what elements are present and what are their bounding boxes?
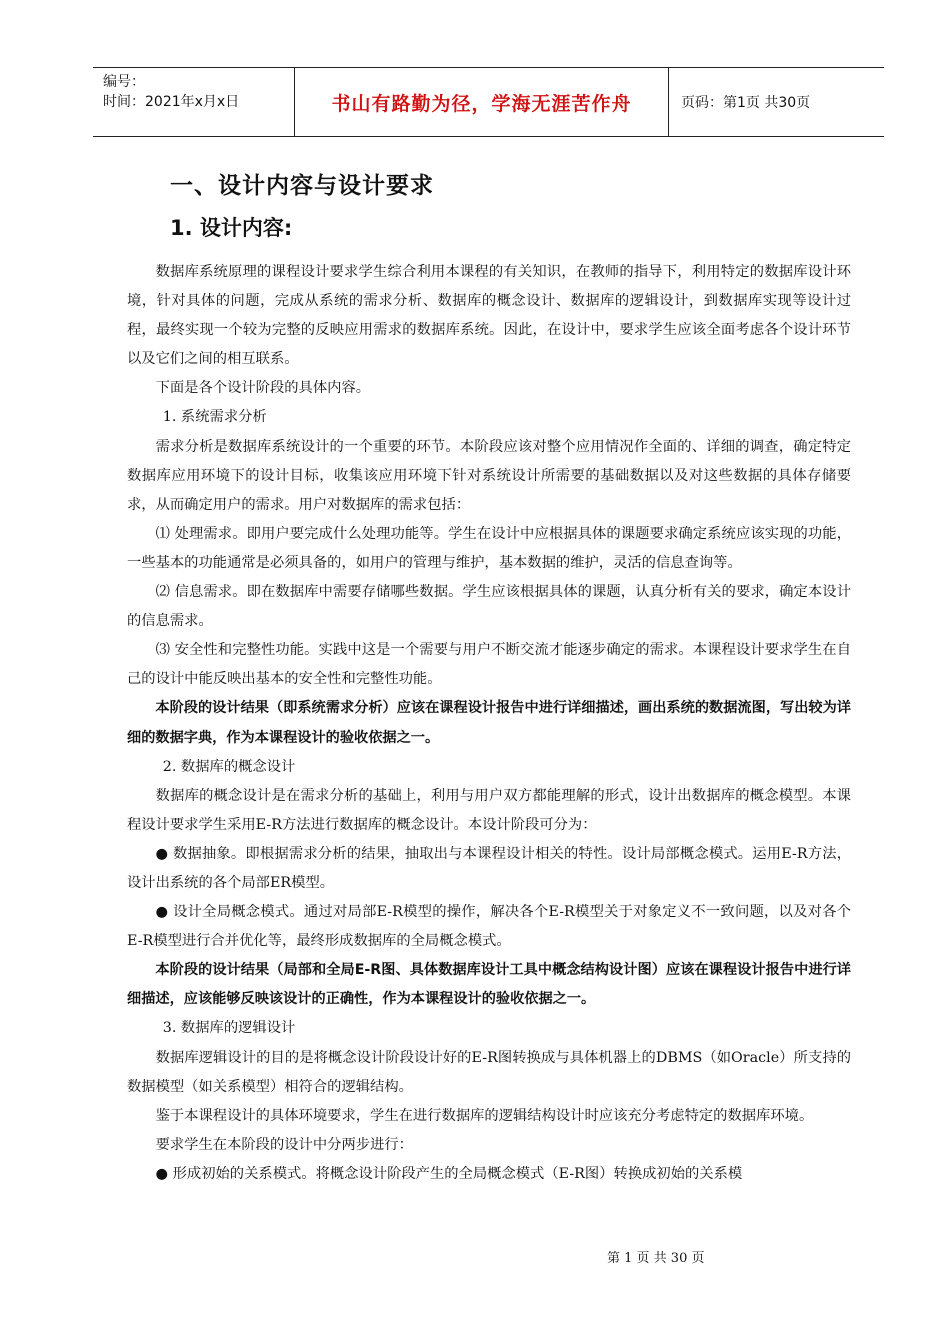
bullet-paragraph: ● 设计全局概念模式。通过对局部E-R模型的操作，解决各个E-R模型关于对象定义不一致问题，以及对各个E-R模型进行合并优化等，最终形成数据库的全局概念模式。 [127, 904, 851, 950]
section-heading: 2. 数据库的概念设计 [162, 758, 296, 775]
header-page-code: 页码：第1页 共30页 [681, 95, 811, 111]
header-info-cell [93, 68, 295, 136]
paragraph: 要求学生在本阶段的设计中分两步进行： [155, 1136, 413, 1153]
subsection-title: 1. 设计内容: [170, 216, 293, 240]
section-heading: 3. 数据库的逻辑设计 [162, 1020, 296, 1037]
bullet-paragraph: ● 数据抽象。即根据需求分析的结果，抽取出与本课程设计相关的特性。设计局部概念模式。运用E-R方法，设计出系统的各个局部ER模型。 [127, 845, 851, 891]
bold-paragraph: 本阶段的设计结果（即系统需求分析）应该在课程设计报告中进行详细描述，画出系统的数据流图，写出较为详细的数据字典，作为本课程设计的验收依据之一。 [127, 700, 851, 746]
paragraph: 数据库系统原理的课程设计要求学生综合利用本课程的有关知识，在教师的指导下，利用特定的数据库设计环境，针对具体的问题，完成从系统的需求分析、数据库的概念设计、数据库的逻辑设计，到数据库实现等设计过程，最终实现一个较为完整的反映应用需求的数据库系统。因此，在设计中，要求学生应该全面考虑各个设计环节以及它们之间的相互联系。 [127, 264, 851, 368]
paragraph: 鉴于本课程设计的具体环境要求，学生在进行数据库的逻辑结构设计时应该充分考虑特定的数据库环境。 [155, 1107, 814, 1124]
section-heading: 1. 系统需求分析 [162, 409, 267, 426]
number-label: 编号： [103, 74, 145, 90]
paragraph: 数据库的概念设计是在需求分析的基础上，利用与用户双方都能理解的形式，设计出数据库的概念模型。本课程设计要求学生采用E-R方法进行数据库的概念设计。本设计阶段可分为： [127, 787, 851, 833]
header-motto: 书山有路勤为径，学海无涯苦作舟 [295, 68, 669, 136]
section-title: 一、设计内容与设计要求 [170, 173, 434, 199]
time-label: 时间：2021年x月x日 [103, 94, 240, 110]
document-body [127, 258, 851, 1189]
paragraph: ⑶ 安全性和完整性功能。实践中这是一个需要与用户不断交流才能逐步确定的需求。本课程设计要求学生在自己的设计中能反映出基本的安全性和完整性功能。 [127, 642, 851, 688]
page-header [93, 67, 884, 137]
bullet-paragraph: ● 形成初始的关系模式。将概念设计阶段产生的全局概念模式（E-R图）转换成初始的关系模 [155, 1165, 743, 1182]
paragraph: 数据库逻辑设计的目的是将概念设计阶段设计好的E-R图转换成与具体机器上的DBMS（如Oracle）所支持的数据模型（如关系模型）相符合的逻辑结构。 [127, 1049, 851, 1095]
paragraph: ⑵ 信息需求。即在数据库中需要存储哪些数据。学生应该根据具体的课题，认真分析有关的要求，确定本设计的信息需求。 [127, 584, 851, 630]
bold-paragraph: 本阶段的设计结果（局部和全局E-R图、具体数据库设计工具中概念结构设计图）应该在课程设计报告中进行详细描述，应该能够反映该设计的正确性，作为本课程设计的验收依据之一。 [127, 962, 851, 1008]
page-footer: 第 1 页 共 30 页 [607, 1251, 705, 1266]
paragraph: 下面是各个设计阶段的具体内容。 [155, 380, 371, 397]
paragraph: ⑴ 处理需求。即用户要完成什么处理功能等。学生在设计中应根据具体的课题要求确定系统应该实现的功能，一些基本的功能通常是必须具备的，如用户的管理与维护，基本数据的维护，灵活的信息查询等。 [127, 525, 851, 571]
paragraph: 需求分析是数据库系统设计的一个重要的环节。本阶段应该对整个应用情况作全面的、详细的调查，确定特定数据库应用环境下的设计目标，收集该应用环境下针对系统设计所需要的基础数据以及对这些数据的具体存储要求，从而确定用户的需求。用户对数据库的需求包括： [127, 438, 851, 513]
